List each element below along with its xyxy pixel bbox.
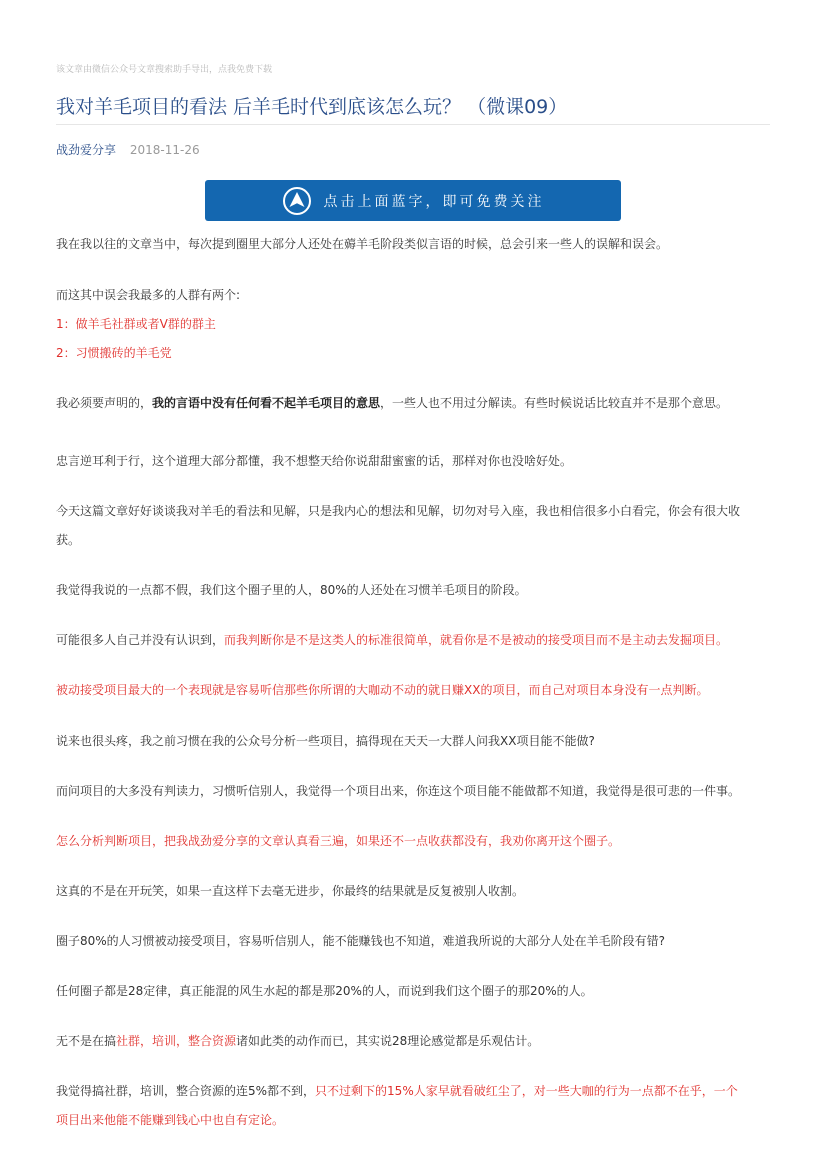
- highlight-text: 只不过剩下的15%人家早就看破红尘了，对一些大咖的行为一点都不在乎，一个: [315, 1084, 738, 1098]
- text-run: 我觉得搞社群，培训，整合资源的连5%都不到，: [56, 1084, 316, 1098]
- paragraph: 而问项目的大多没有判读力，习惯听信别人，我觉得一个项目出来，你连这个项目能不能做都不知道，我觉得是很可悲的一件事。: [56, 784, 741, 798]
- author-link[interactable]: 战劲爱分享: [56, 143, 117, 157]
- paragraph-continuation: 获。: [56, 533, 81, 547]
- paragraph: 我在我以往的文章当中，每次提到圈里大部分人还处在薅羊毛阶段类似言语的时候，总会引来一些人的误解和误会。: [56, 237, 669, 251]
- paragraph: [56, 1078, 770, 1104]
- list-item: 2：习惯搬砖的羊毛党: [56, 346, 172, 360]
- highlight-text: 而我判断你是不是这类人的标准很简单，就看你是不是被动的接受项目而不是主动去发掘项目。: [224, 633, 729, 647]
- paragraph: 今天这篇文章好好谈谈我对羊毛的看法和见解，只是我内心的想法和见解，切勿对号入座，我也相信很多小白看完，你会有很大收: [56, 504, 741, 518]
- paragraph: [56, 1028, 770, 1054]
- paragraph: 我觉得我说的一点都不假，我们这个圈子里的人，80%的人还处在习惯羊毛项目的阶段。: [56, 583, 527, 597]
- paragraph: 说来也很头疼，我之前习惯在我的公众号分析一些项目，搞得现在天天一大群人问我XX项目能不能做?: [56, 734, 595, 748]
- highlight-text: 社群，培训，整合资源: [116, 1034, 237, 1048]
- publish-date: 2018-11-26: [129, 143, 200, 157]
- up-arrow-circle-icon: [282, 186, 312, 216]
- title-divider: [56, 124, 770, 125]
- text-run: 可能很多人自己并没有认识到，: [56, 633, 225, 647]
- paragraph: 而这其中误会我最多的人群有两个:: [56, 288, 241, 302]
- paragraph: [56, 390, 770, 416]
- paragraph: [56, 627, 770, 653]
- export-note-link[interactable]: 该文章由微信公众号文章搜索助手导出，点我免费下载: [56, 65, 273, 75]
- text-run: ，一些人也不用过分解读。有些时候说话比较直并不是那个意思。: [380, 396, 729, 410]
- text-run: 我必须要声明的，: [56, 396, 153, 410]
- text-run: 诸如此类的动作而已，其实说28理论感觉都是乐观估计。: [236, 1034, 540, 1048]
- paragraph: 圈子80%的人习惯被动接受项目，容易听信别人，能不能赚钱也不知道，难道我所说的大部分人处在羊毛阶段有错?: [56, 934, 666, 948]
- bold-text: 我的言语中没有任何看不起羊毛项目的意思: [152, 396, 381, 410]
- paragraph: 任何圈子都是28定律，真正能混的风生水起的都是那20%的人，而说到我们这个圈子的那20%的人。: [56, 984, 593, 998]
- follow-banner[interactable]: [205, 180, 621, 221]
- follow-banner-text: 点击上面蓝字，即可免费关注: [323, 193, 545, 210]
- text-run: 无不是在搞: [56, 1034, 117, 1048]
- article-title: 我对羊毛项目的看法 后羊毛时代到底该怎么玩？ （微课09）: [56, 96, 568, 118]
- highlight-paragraph: 怎么分析判断项目，把我战劲爱分享的文章认真看三遍，如果还不一点收获都没有，我劝你离开这个圈子。: [56, 834, 621, 848]
- paragraph: 这真的不是在开玩笑，如果一直这样下去毫无进步，你最终的结果就是反复被别人收割。: [56, 884, 525, 898]
- paragraph: 忠言逆耳利于行，这个道理大部分都懂，我不想整天给你说甜甜蜜蜜的话，那样对你也没啥好处。: [56, 454, 573, 468]
- list-item: 1：做羊毛社群或者V群的群主: [56, 317, 216, 331]
- highlight-paragraph: 被动接受项目最大的一个表现就是容易听信那些你所谓的大咖动不动的就日赚XX的项目，而自己对项目本身没有一点判断。: [56, 683, 709, 697]
- highlight-paragraph-continuation: 项目出来他能不能赚到钱心中也自有定论。: [56, 1113, 285, 1127]
- article-meta: [56, 141, 200, 158]
